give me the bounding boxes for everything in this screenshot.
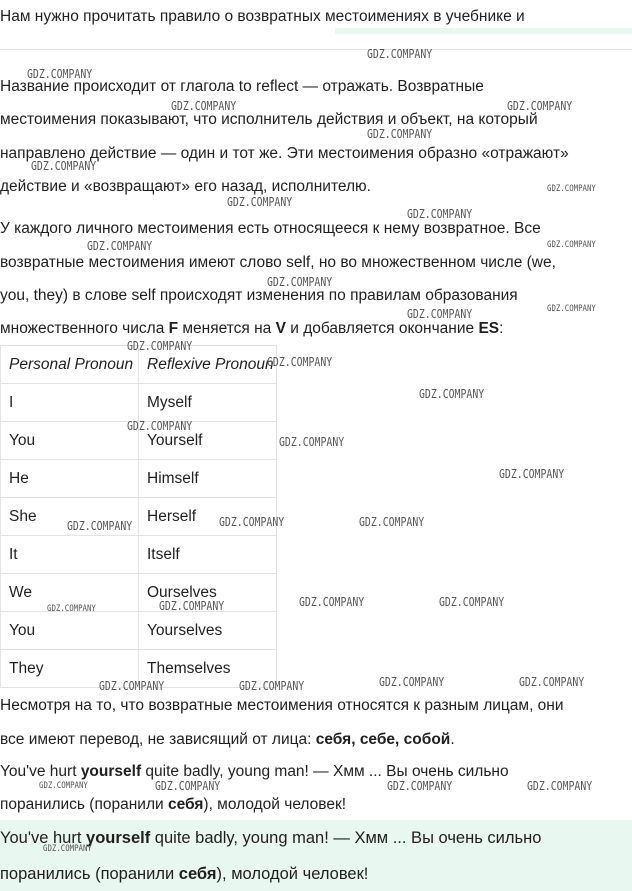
text: множественного числа xyxy=(0,320,169,337)
reflexive-pronoun-cell: Ourselves xyxy=(139,574,277,612)
personal-pronoun-cell: She xyxy=(1,498,139,536)
watermark: GDZ.COMPANY xyxy=(507,99,573,113)
watermark: GDZ.COMPANY xyxy=(39,781,88,791)
header-reflexive: Reflexive Pronoun xyxy=(139,346,277,384)
watermark: GDZ.COMPANY xyxy=(31,159,97,173)
watermark: GDZ.COMPANY xyxy=(379,675,445,689)
watermark: GDZ.COMPANY xyxy=(419,387,485,401)
watermark: GDZ.COMPANY xyxy=(267,355,333,369)
watermark: GDZ.COMPANY xyxy=(387,779,453,793)
watermark: GDZ.COMPANY xyxy=(547,184,596,194)
watermark: GDZ.COMPANY xyxy=(359,515,425,529)
reflexive-pronoun-cell: Himself xyxy=(139,460,277,498)
bold-yourself: yourself xyxy=(80,763,142,780)
watermark: GDZ.COMPANY xyxy=(279,435,345,449)
para2-line: you, they) в слове self происходят изменения по правилам образования xyxy=(0,287,518,304)
watermark: GDZ.COMPANY xyxy=(439,595,505,609)
para1-line: направлено действие — один и тот же. Эти местоимения образно «отражают» xyxy=(0,145,569,162)
watermark: GDZ.COMPANY xyxy=(219,515,285,529)
watermark: GDZ.COMPANY xyxy=(127,339,193,353)
bold-translation: себя, себе, собой xyxy=(315,731,451,748)
bold-f: F xyxy=(168,320,179,337)
text: : xyxy=(499,320,504,337)
text: все имеют перевод, не зависящий от лица: xyxy=(0,731,316,748)
table-row xyxy=(1,460,277,498)
reflexive-pronoun-cell: Herself xyxy=(139,498,277,536)
para1-line: действие и «возвращают» его назад, исполнителю. xyxy=(0,178,371,195)
watermark: GDZ.COMPANY xyxy=(43,844,92,854)
watermark: GDZ.COMPANY xyxy=(159,599,225,613)
watermark: GDZ.COMPANY xyxy=(67,519,133,533)
reflexive-pronoun-cell: Themselves xyxy=(139,650,277,688)
watermark: GDZ.COMPANY xyxy=(87,239,153,253)
para1-line: местоимения показывают, что исполнитель действия и объект, на который xyxy=(0,111,538,128)
header-personal: Personal Pronoun xyxy=(1,346,139,384)
top-strip xyxy=(335,28,632,34)
watermark: GDZ.COMPANY xyxy=(367,127,433,141)
para2-line: У каждого личного местоимения есть относящееся к нему возвратное. Все xyxy=(0,220,541,237)
bold-sebya: себя xyxy=(167,796,204,813)
personal-pronoun-cell: They xyxy=(1,650,139,688)
watermark: GDZ.COMPANY xyxy=(47,604,96,614)
table-row xyxy=(1,612,277,650)
watermark: GDZ.COMPANY xyxy=(227,195,293,209)
personal-pronoun-cell: It xyxy=(1,536,139,574)
reflexive-pronoun-cell: Itself xyxy=(139,536,277,574)
personal-pronoun-cell: You xyxy=(1,422,139,460)
example-line xyxy=(0,796,346,814)
text: . xyxy=(450,731,455,748)
watermark: GDZ.COMPANY xyxy=(27,67,93,81)
text: You've hurt xyxy=(0,763,81,780)
table-row xyxy=(1,536,277,574)
bold-yourself: yourself xyxy=(86,829,151,847)
watermark: GDZ.COMPANY xyxy=(519,675,585,689)
text: quite badly, young man! — Хмм ... Вы очень сильно xyxy=(141,763,509,780)
bold-es: ES xyxy=(478,320,500,337)
para3-line: Несмотря на то, что возвратные местоимения относятся к разным лицам, они xyxy=(0,697,564,714)
watermark: GDZ.COMPANY xyxy=(267,275,333,289)
text: меняется на xyxy=(178,320,276,337)
para2-line xyxy=(0,320,503,338)
text: ), молодой человек! xyxy=(216,865,369,883)
bold-sebya: себя xyxy=(178,865,217,883)
para2-line: возвратные местоимения имеют слово self, но во множественном числе (we, xyxy=(0,254,556,271)
personal-pronoun-cell: He xyxy=(1,460,139,498)
watermark: GDZ.COMPANY xyxy=(547,240,596,250)
reflexive-pronoun-cell: Yourselves xyxy=(139,612,277,650)
text: quite badly, young man! — Хмм ... Вы очень сильно xyxy=(150,829,542,847)
watermark: GDZ.COMPANY xyxy=(99,679,165,693)
para3-line xyxy=(0,731,455,749)
personal-pronoun-cell: You xyxy=(1,612,139,650)
watermark: GDZ.COMPANY xyxy=(171,99,237,113)
watermark: GDZ.COMPANY xyxy=(367,47,433,61)
watermark: GDZ.COMPANY xyxy=(527,779,593,793)
watermark: GDZ.COMPANY xyxy=(299,595,365,609)
watermark: GDZ.COMPANY xyxy=(155,779,221,793)
bold-v: V xyxy=(275,320,286,337)
watermark: GDZ.COMPANY xyxy=(407,307,473,321)
para1-line: Название происходит от глагола to reflect — отражать. Возвратные xyxy=(0,78,484,95)
watermark: GDZ.COMPANY xyxy=(499,467,565,481)
watermark: GDZ.COMPANY xyxy=(239,679,305,693)
personal-pronoun-cell: We xyxy=(1,574,139,612)
personal-pronoun-cell: I xyxy=(1,384,139,422)
text: поранились (поранили xyxy=(0,865,179,883)
text: поранились (поранили xyxy=(0,796,168,813)
watermark: GDZ.COMPANY xyxy=(127,419,193,433)
table-row xyxy=(1,384,277,422)
reflexive-pronoun-cell: Yourself xyxy=(139,422,277,460)
reflexive-pronoun-cell: Myself xyxy=(139,384,277,422)
watermark: GDZ.COMPANY xyxy=(407,207,473,221)
table-row xyxy=(1,574,277,612)
watermark: GDZ.COMPANY xyxy=(547,304,596,314)
text: и добавляется окончание xyxy=(285,320,479,337)
text: ), молодой человек! xyxy=(203,796,347,813)
text: You've hurt xyxy=(0,829,87,847)
divider xyxy=(0,49,632,50)
example-line xyxy=(0,865,368,884)
intro-text: Нам нужно прочитать правило о возвратных местоимениях в учебнике и xyxy=(0,8,525,25)
